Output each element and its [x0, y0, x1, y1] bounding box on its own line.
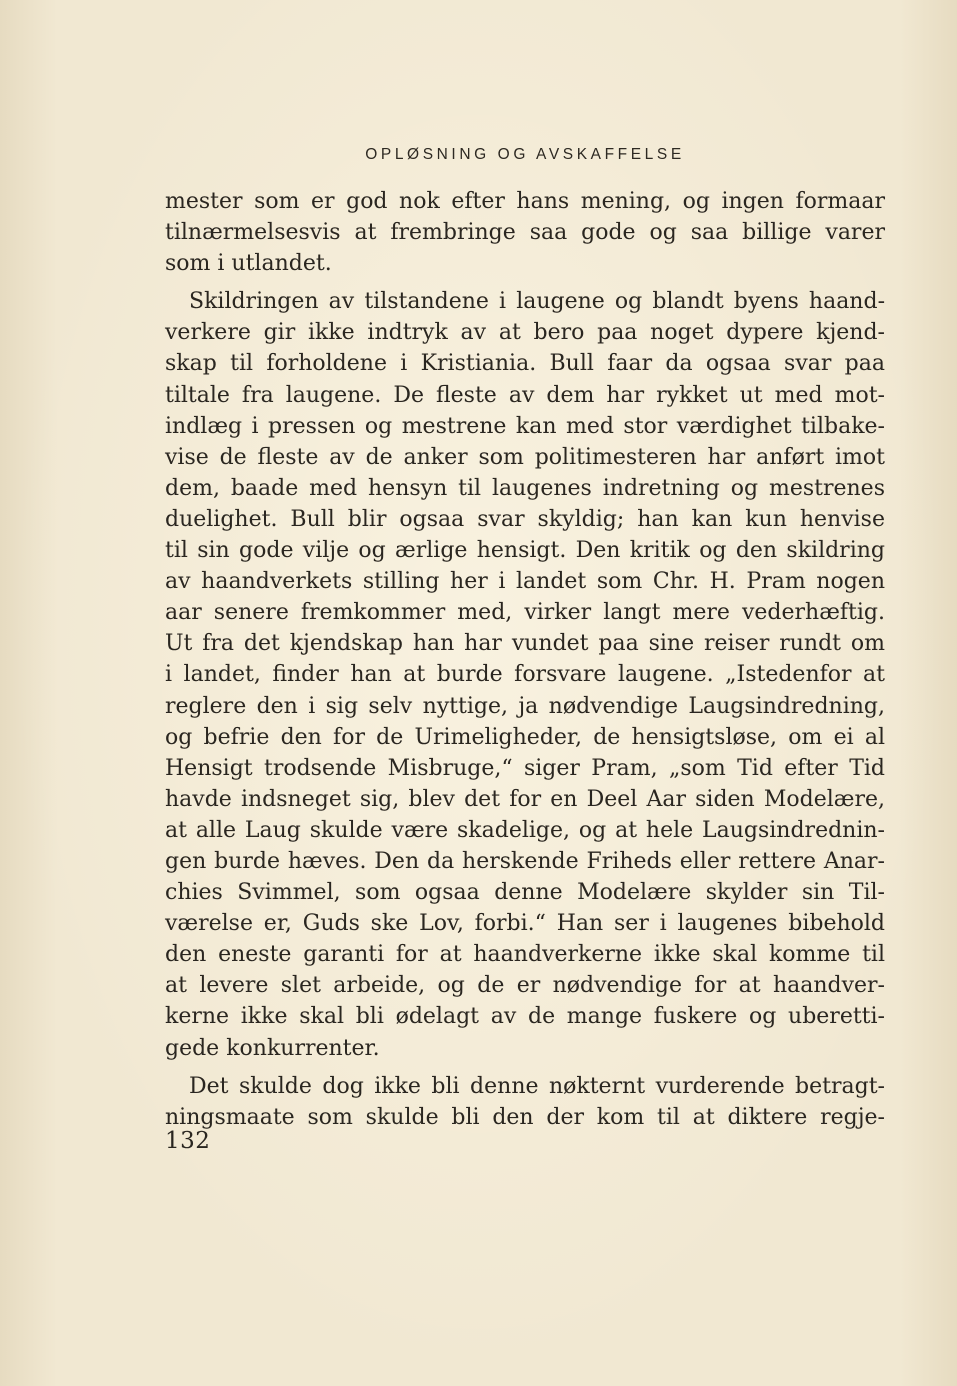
text-line: skap til forholdene i Kristiania. Bull faar da ogsaa svar paa [165, 351, 885, 377]
text-line: i landet, finder han at burde forsvare laugene. „Istedenfor at [165, 662, 885, 688]
text-line: duelighet. Bull blir ogsaa svar skyldig; han kan kun henvise [165, 506, 885, 532]
text-line: Ut fra det kjendskap han har vundet paa sine reiser rundt om [165, 631, 885, 657]
text-line: at levere slet arbeide, og de er nødvendige for at haandver- [165, 973, 885, 999]
text-line: vise de fleste av de anker som politimesteren har anført imot [165, 444, 885, 470]
text-line: tiltale fra laugene. De fleste av dem har rykket ut med mot- [165, 382, 885, 408]
paragraph-gap [165, 279, 885, 286]
text-line: verkere gir ikke indtryk av at bero paa noget dypere kjend- [165, 320, 885, 346]
text-line: at alle Laug skulde være skadelige, og at hele Laugsindrednin- [165, 817, 885, 843]
paragraph-gap [165, 1064, 885, 1071]
paragraph [165, 286, 885, 1063]
text-line: til sin gode vilje og ærlige hensigt. Den kritik og den skildring [165, 538, 885, 564]
paragraph [165, 1071, 885, 1133]
text-line: den eneste garanti for at haandverkerne ikke skal komme til [165, 942, 885, 968]
text-line: av haandverkets stilling her i landet som Chr. H. Pram nogen [165, 569, 885, 595]
page-number: 132 [165, 1128, 211, 1154]
text-line: reglere den i sig selv nyttige, ja nødvendige Laugsindredning, [165, 693, 885, 719]
text-line: Det skulde dog ikke bli denne nøkternt vurderende betragt- [189, 1073, 885, 1099]
text-line: aar senere fremkommer med, virker langt mere vederhæftig. [165, 600, 885, 626]
text-line: som i utlandet. [165, 251, 332, 277]
text-line: Skildringen av tilstandene i laugene og blandt byens haand- [189, 289, 885, 315]
text-line: havde indsneget sig, blev det for en Deel Aar siden Modelære, [165, 786, 885, 812]
text-line: indlæg i pressen og mestrene kan med stor værdighet tilbake- [165, 413, 885, 439]
text-line: ningsmaate som skulde bli den der kom til at diktere regje- [165, 1104, 885, 1130]
running-head: OPLØSNING OG AVSKAFFELSE [365, 146, 685, 163]
text-line: værelse er, Guds ske Lov, forbi.“ Han ser i laugenes bibehold [165, 911, 885, 937]
body-text [165, 186, 885, 1133]
text-line: mester som er god nok efter hans mening, og ingen formaar [165, 189, 885, 214]
text-line: tilnærmelsesvis at frembringe saa gode og saa billige varer [165, 220, 885, 246]
text-line: kerne ikke skal bli ødelagt av de mange fuskere og uberetti- [165, 1004, 885, 1030]
text-line: gede konkurrenter. [165, 1035, 380, 1061]
text-line: gen burde hæves. Den da herskende Friheds eller rettere Anar- [165, 848, 885, 874]
paragraph [165, 186, 885, 279]
text-line: Hensigt trodsende Misbruge,“ siger Pram, „som Tid efter Tid [165, 755, 885, 781]
text-line: og befrie den for de Urimeligheder, de hensigtsløse, om ei al [165, 724, 885, 750]
text-line: dem, baade med hensyn til laugenes indretning og mestrenes [165, 475, 885, 501]
text-line: chies Svimmel, som ogsaa denne Modelære skylder sin Til- [165, 880, 885, 906]
